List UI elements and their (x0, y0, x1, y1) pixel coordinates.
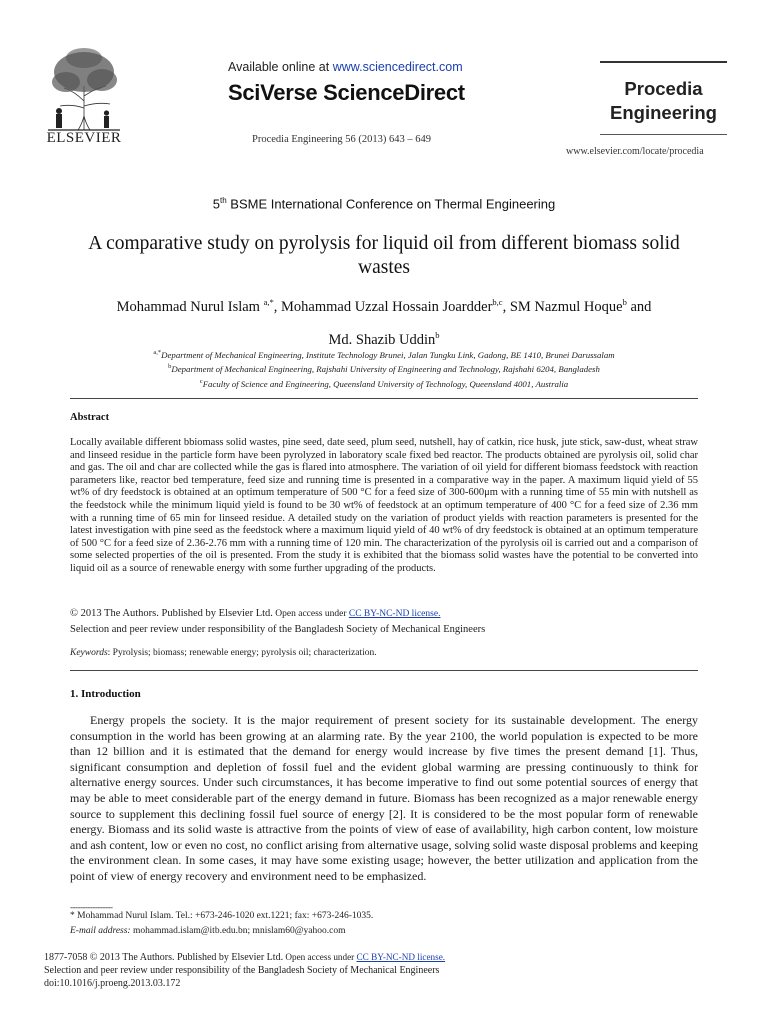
journal-reference: Procedia Engineering 56 (2013) 643 – 649 (252, 134, 432, 145)
license-link[interactable]: CC BY-NC-ND license. (348, 609, 441, 619)
divider-top (70, 398, 698, 399)
affiliation: $^c$Faculty of Science and Engineering, Queensland University of Technology, Queensland 4001, Australia (199, 377, 569, 389)
publisher-name: ELSEVIER (46, 130, 122, 146)
affiliation: $^{a,*}$Department of Mechanical Engineering, Institute Technology Brunei, Jalan Tungku Link, Gadong, BE 1410, Brunei Darussalam (153, 349, 615, 360)
abstract-body: Locally available different bbiomass solid wastes, pine seed, date seed, plum seed, nutshell, hay of catkin, rice husk, jute stick, saw-dust, wheat straw and linseed residue in the particle form have been pyrolyzed in laboratory scale fixed bed reactor. The products obtained are pyrolysis oil, solid char and gas. The oil and char are collected while the gas is flared into atmosphere. The variation of oil yield for different biomass feedstock with reaction parameters like, reactor bed temperature, feed size and running time is presented in a comparative way in the paper. A maximum liquid yield of 55 wt% of dry feedstock is obtained at an optimum temperature of 500 °C for a feed size of 300-600μm with a running time of 55 min with nutshell as the feedstock while the minimum liquid yield is found to be 30 wt% of feedstock at an optimum temperature of 400 °C for a feed size of 2.36 mm with a running time of 65 min for linseed residue. A detailed study on the variation of product yields with reaction parameters is presented for the latest investigation with pine seed as the feedstock where a maximum liquid yield of 40 wt% of dry feedstock is obtained at an optimum temperature of 500 °C for a feed size of 2.36-2.76 mm with a running time of 120 min. The characterization of the pyrolysis oil is carried out and a comparison of some selected properties of the oil is presented. From the study it is exhibited that the biomass solid wastes have the potential to be converted into liquid oil as a source of renewable energy with some further upgrading of the products. (70, 437, 699, 574)
author: Md. Shazib Uddin$^b$ (328, 329, 440, 348)
sciencedirect-link[interactable]: www.sciencedirect.com (332, 60, 463, 74)
journal-name: Procedia Engineering (610, 78, 717, 123)
journal-url[interactable]: www.elsevier.com/locate/procedia (566, 146, 704, 157)
affiliations (60, 347, 708, 390)
doi[interactable]: doi:10.1016/j.proeng.2013.03.172 (44, 978, 181, 989)
abstract-heading: Abstract (70, 412, 110, 423)
author: SM Nazmul Hoque$^b$ and (509, 297, 652, 315)
available-online: Available online at www.sciencedirect.com (228, 60, 463, 74)
email-note: E-mail address: mohammad.islam@itb.edu.bn; mnislam60@yahoo.com (70, 926, 346, 936)
elsevier-tree-icon (46, 46, 122, 132)
conference-name: 5th BSME International Conference on Thermal Engineering (212, 196, 556, 212)
divider-bottom (70, 670, 698, 671)
corresponding-author-note: * Mohammad Nurul Islam. Tel.: +673-246-1020 ext.1221; fax: +673-246-1035. (70, 911, 374, 921)
publication-info: 1877-7058 © 2013 The Authors. Published by Elsevier Ltd. Open access under CC BY-NC-ND license. Selection and peer review under responsibility of the Bangladesh Society of Mechanical Engineers doi:10.1016/j.proeng.2013.03.172 (44, 951, 724, 990)
keywords: Keywords: Pyrolysis; biomass; renewable energy; pyrolysis oil; characterization. (70, 648, 377, 658)
introduction-heading: 1. Introduction (70, 688, 141, 700)
author: Mohammad Nurul Islam $^{a,*}$, (116, 297, 281, 315)
affiliation: $^b$Department of Mechanical Engineering, Rajshahi University of Engineering and Technology, Rajshahi 6204, Bangladesh (168, 363, 600, 375)
elsevier-logo (40, 46, 128, 150)
footnote-rule: ----------------- (70, 902, 113, 912)
license-link-bottom[interactable]: CC BY-NC-ND license. (356, 952, 446, 962)
journal-box-rule-bottom (600, 134, 727, 135)
author-list (60, 288, 708, 354)
author: Mohammad Uzzal Hossain Joardder$^{b,c}$, (281, 297, 510, 315)
platform-name: SciVerse ScienceDirect (228, 80, 465, 105)
paper-title: A comparative study on pyrolysis for liquid oil from different biomass solid wastes (88, 233, 680, 278)
journal-box-rule-top (600, 61, 727, 63)
introduction-body: Energy propels the society. It is the major requirement of present society for its sustainable development. The energy consumption in the world has been growing at an alarming rate. By the year 2100, the world population is expected to be more than 12 billion and it is estimated that the demand for energy would increase by five times the present demand [1]. Thus, significant consumption and depletion of fossil fuel and the evident global warming are pressing continuously to think for alternative energy sources. Under such circumstances, it has become imperative to find out some potential sources of energy that may be able to meet considerable part of the energy demand in future. Biomass has been recognized as a major renewable energy source to supplement this declining fossil fuel source of energy [2]. It is considered to be the most popular form of renewable energy. Biomass and its solid waste is attractive from the points of view of ease of availability, high carbon content, low moisture and ash content, low or even no cost, no conflict arising from alternative usage, solving solid waste disposal problems and keeping the environment clean. In some cases, it may have some existing usage; however, the better utilization and application from the point of view of energy recovery and environment need to be emphasized. (70, 713, 698, 883)
copyright-notice: © 2013 The Authors. Published by Elsevier Ltd. Open access under CC BY-NC-ND license. Selection and peer review under responsibility of the Bangladesh Society of Mechanical Engineers (70, 608, 486, 635)
